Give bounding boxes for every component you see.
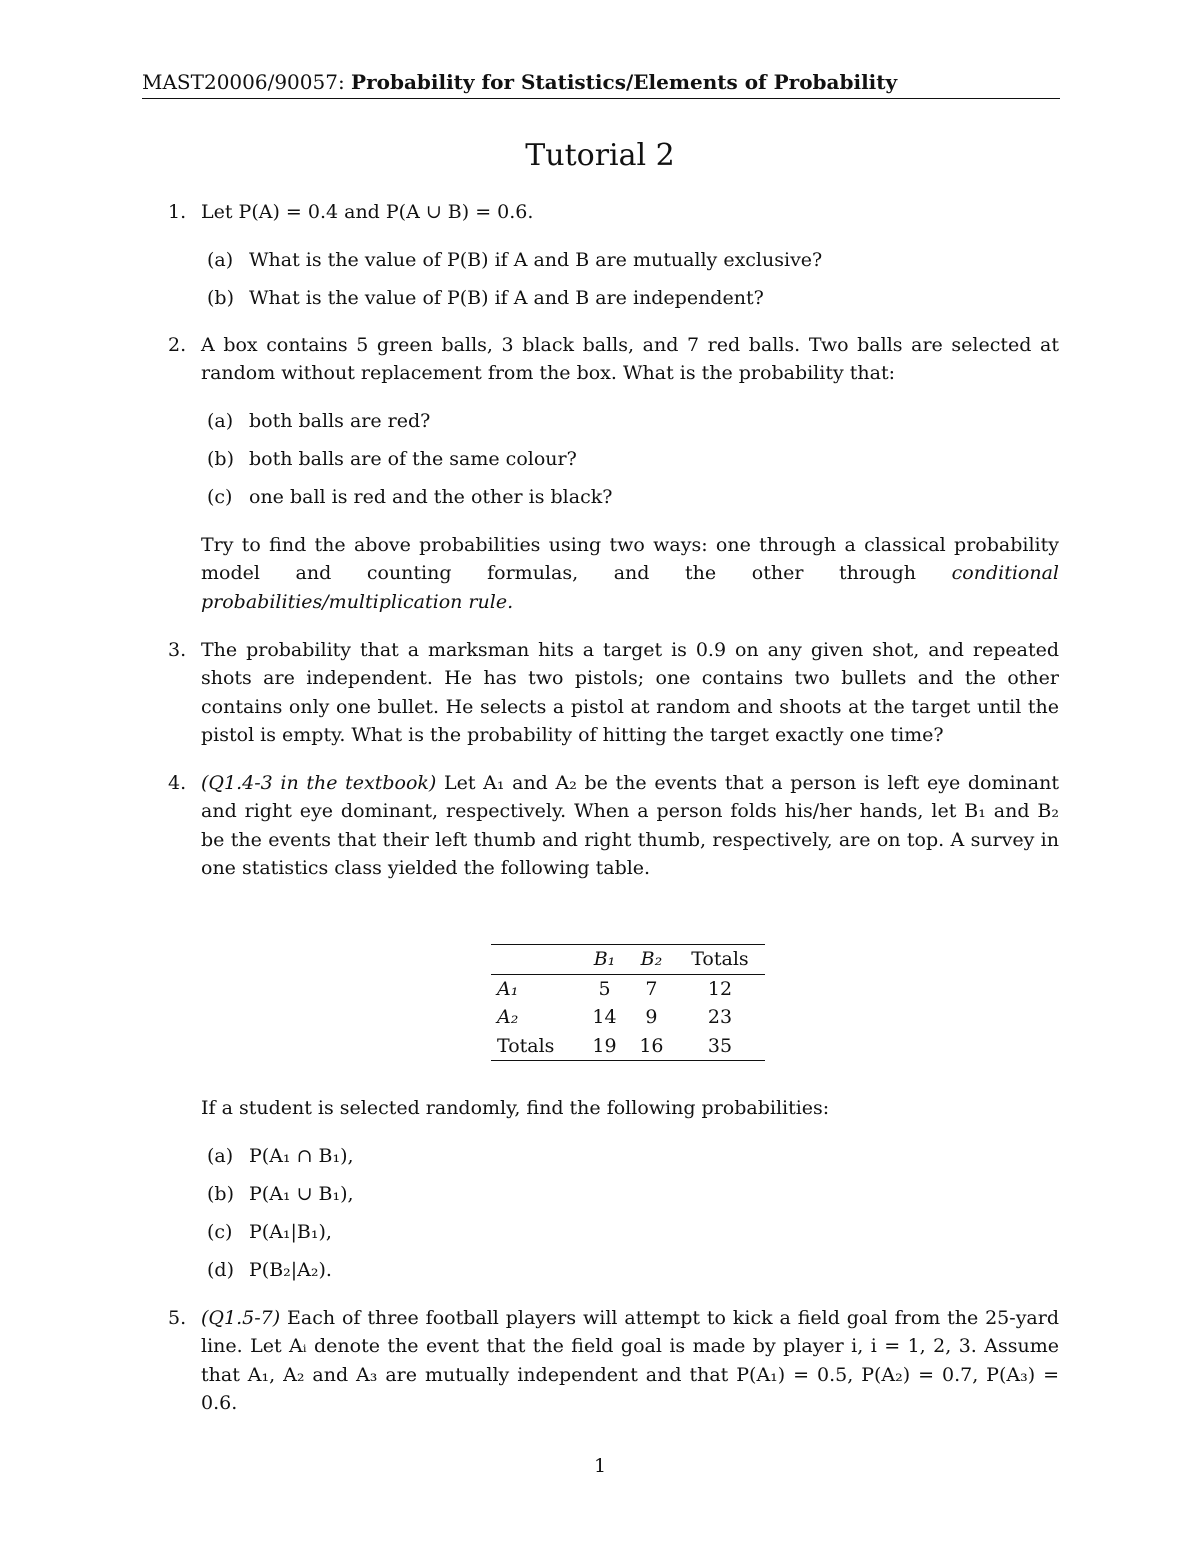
survey-table xyxy=(491,944,765,1061)
table-row xyxy=(491,1003,765,1032)
question-5-body xyxy=(201,1304,1059,1417)
table-cell: 5 xyxy=(598,977,611,1000)
table-row xyxy=(491,974,765,1003)
question-5-number: 5. xyxy=(168,1307,187,1329)
question-3-text: The probability that a marksman hits a target is 0.9 on any given shot, and repeated shots are independent. He has two pistols; one contains two bullets and the other contains only one bullet. He selects a pistol at random and shoots at the target until the pistol is empty. What is the probability of hitting the target exactly one time? xyxy=(201,639,1059,746)
table-cell: 14 xyxy=(592,1006,617,1029)
part-text: What is the value of P(B) if A and B are independent? xyxy=(249,287,764,309)
question-4-prompt: If a student is selected randomly, find the following probabilities: xyxy=(201,1097,830,1119)
question-2-text: A box contains 5 green balls, 3 black balls, and 7 red balls. Two balls are selected at random without replacement from the box. What is the probability that: xyxy=(201,334,1059,385)
question-2-part-a xyxy=(207,407,430,435)
page-title: Tutorial 2 xyxy=(525,138,675,173)
question-4-part-d xyxy=(207,1256,332,1284)
question-2-note xyxy=(201,531,1059,616)
part-label: (c) xyxy=(207,1221,233,1243)
textbook-reference: (Q1.5-7) xyxy=(201,1307,281,1329)
question-4-part-a xyxy=(207,1142,354,1170)
table-row xyxy=(491,1032,765,1061)
table-header-cell xyxy=(491,945,581,975)
part-text: one ball is red and the other is black? xyxy=(249,486,613,508)
table-cell: 16 xyxy=(639,1034,664,1057)
part-text: P(A₁ ∪ B₁), xyxy=(249,1183,354,1205)
question-4-part-b xyxy=(207,1180,354,1208)
part-text: P(A₁ ∩ B₁), xyxy=(249,1145,354,1167)
question-1-part-b xyxy=(207,284,764,312)
part-text: P(A₁|B₁), xyxy=(249,1221,332,1243)
table-cell: 23 xyxy=(707,1006,733,1029)
table-cell: 9 xyxy=(645,1006,658,1029)
table-cell: 19 xyxy=(592,1034,617,1057)
note-emphasis: conditional probabilities/multiplication rule. xyxy=(201,562,1059,613)
question-2-number: 2. xyxy=(168,334,187,356)
question-4-body xyxy=(201,769,1059,882)
question-5-text: Each of three football players will attempt to kick a field goal from the 25-yard line. Let Aᵢ denote the event that the field goal is made by player i, i = 1, 2, 3. Assume that A₁, A₂ and A₃ are mutually independent and that P(A₁) = 0.5, P(A₂) = 0.7, P(A₃) = 0.6. xyxy=(201,1307,1059,1414)
row-label: Totals xyxy=(497,1034,555,1057)
part-label: (b) xyxy=(207,287,234,309)
question-1-number: 1. xyxy=(168,201,187,223)
part-text: both balls are of the same colour? xyxy=(249,448,577,470)
question-3-number: 3. xyxy=(168,639,187,661)
note-text: Try to find the above probabilities using two ways: one through a classical probability model and counting formulas, and the other through xyxy=(201,534,1059,585)
part-label: (a) xyxy=(207,1145,234,1167)
part-label: (a) xyxy=(207,410,234,432)
table-header-cell: B₂ xyxy=(640,948,663,971)
question-2-part-b xyxy=(207,445,577,473)
table-header-cell: B₁ xyxy=(593,948,616,971)
question-4-text: Let A₁ and A₂ be the events that a person is left eye dominant and right eye dominant, respectively. When a person folds his/her hands, let B₁ and B₂ be the events that their left thumb and right thumb, respectively, are on top. A survey in one statistics class yielded the following table. xyxy=(201,772,1059,879)
question-1-text: Let P(A) = 0.4 and P(A ∪ B) = 0.6. xyxy=(201,201,534,223)
part-label: (d) xyxy=(207,1259,234,1281)
table-header-cell: Totals xyxy=(691,948,749,971)
row-label: A₂ xyxy=(497,1006,519,1029)
part-label: (a) xyxy=(207,249,234,271)
table-header-row xyxy=(491,945,765,975)
question-4-number: 4. xyxy=(168,772,187,794)
course-code: MAST20006/90057: xyxy=(142,70,345,94)
part-label: (b) xyxy=(207,448,234,470)
course-title: Probability for Statistics/Elements of Probability xyxy=(351,70,898,94)
part-text: What is the value of P(B) if A and B are mutually exclusive? xyxy=(249,249,823,271)
part-label: (c) xyxy=(207,486,233,508)
part-text: P(B₂|A₂). xyxy=(249,1259,332,1281)
row-label: A₁ xyxy=(497,977,519,1000)
table-cell: 12 xyxy=(707,977,733,1000)
table-cell: 7 xyxy=(645,977,658,1000)
part-label: (b) xyxy=(207,1183,234,1205)
course-header xyxy=(142,68,1060,99)
table-cell: 35 xyxy=(707,1034,733,1057)
part-text: both balls are red? xyxy=(249,410,431,432)
question-1-part-a xyxy=(207,246,822,274)
question-2-part-c xyxy=(207,483,612,511)
question-4-part-c xyxy=(207,1218,332,1246)
page-number: 1 xyxy=(593,1455,607,1477)
textbook-reference: (Q1.4-3 in the textbook) xyxy=(201,772,437,794)
